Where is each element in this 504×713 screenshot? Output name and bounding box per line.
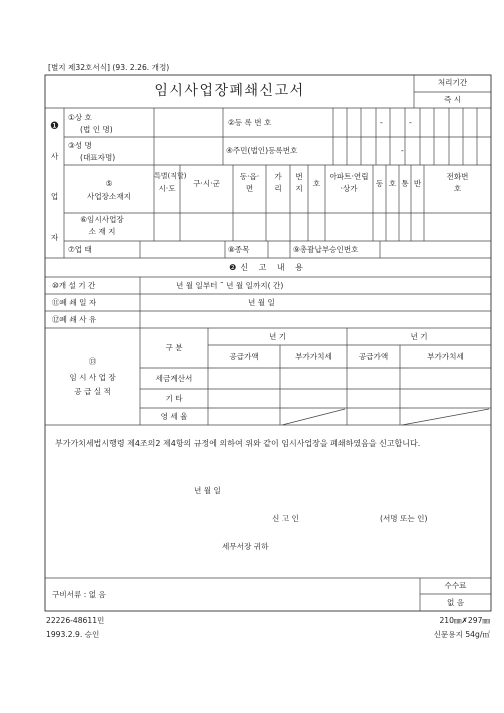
paper-spec: 신문용지 54g/㎡ [433, 630, 490, 639]
attachments-label: 구비서류 : 없 음 [52, 590, 106, 599]
signature-label: (서명 또는 인) [380, 514, 428, 523]
approval-date: 1993.2.9. 승인 [46, 630, 100, 639]
addr-lot-header-2: 지 [295, 184, 303, 193]
resident-number-dash: - [401, 146, 404, 155]
addr-province-header-2: 시·도 [158, 184, 176, 193]
declaration-statement: 부가가치세법시행령 제4조의2 제4항의 규정에 의하여 위와 같이 임시사업장을 폐쇄하였음을 신고합니다. [55, 439, 421, 448]
addr-ho-header: 호 [312, 179, 321, 188]
business-type-field[interactable] [141, 242, 224, 257]
closing-reason-field[interactable] [141, 312, 490, 327]
supply-record-label: 임 시 사 업 장 [69, 373, 116, 382]
paper-size: 210㎜✗297㎜ [439, 616, 490, 625]
addressee: 세무서장 귀하 [222, 542, 269, 551]
reporter-label: 신 고 인 [272, 514, 299, 523]
addr-town-header-2: 면 [245, 184, 254, 193]
form-title: 임시사업장폐쇄신고서 [154, 83, 305, 99]
addr-province-header: 특별(직할) [154, 172, 187, 180]
addr-ban-header: 반 [413, 179, 422, 188]
registration-number-dash: - [409, 118, 412, 127]
declaration-date: 년 월 일 [194, 486, 221, 495]
form-code: 22226-48611민 [46, 616, 105, 625]
trade-name-field[interactable] [155, 109, 222, 136]
period2-header: 년 기 [410, 332, 428, 341]
processing-period-label: 처리기간 [437, 78, 468, 87]
business-location-num: ⑤ [105, 179, 113, 188]
applicant-section-char: 업 [50, 192, 59, 201]
business-location-label: 사업장소재지 [86, 192, 131, 201]
business-category-label: ⑧종목 [228, 245, 250, 254]
addr-apartment-header: 아파트·연립 [329, 172, 369, 181]
applicant-section-char: 사 [50, 152, 59, 161]
addr-street-header-2: 리 [274, 184, 282, 193]
supply-price-header: 공급가액 [229, 352, 259, 361]
addr-street-header: 가 [274, 172, 282, 181]
applicant-section-marker: ❶ [50, 121, 59, 132]
name-sub: (대표자명) [80, 153, 116, 162]
addr-lot-header: 번 [295, 172, 303, 181]
approval-number-label: ⑨총괄납부승인번호 [293, 245, 359, 254]
temp-site-label: ⑥임시사업장 [80, 215, 124, 224]
temp-site-label-2: 소 재 지 [88, 227, 116, 236]
name-field[interactable] [155, 138, 222, 164]
closing-reason-label: ⑫폐 쇄 사 유 [52, 315, 97, 324]
closing-date-label: ⑪폐 쇄 일 자 [52, 298, 97, 307]
division-header: 구 분 [165, 343, 183, 352]
closing-date-value: 년 월 일 [248, 298, 275, 307]
form-header-label: [별지 제32호서식] (93. 2.26. 개정) [48, 63, 170, 72]
addr-dong-header: 동 [375, 179, 384, 188]
resident-number-label: ④주민(법인)등록번호 [226, 146, 298, 155]
addr-ho2-header: 호 [388, 179, 397, 188]
registration-number-label: ②등 록 번 호 [228, 118, 272, 127]
opening-period-value: 년 월 일부터 ˜ 년 월 일까지( 간) [176, 281, 284, 290]
supply-price-header: 공급가액 [358, 352, 389, 361]
addr-apartment-header-2: ·상가 [340, 184, 358, 193]
business-category-field[interactable] [269, 242, 289, 257]
period1-header: 년 기 [268, 332, 287, 341]
business-type-label: ⑦업 태 [68, 245, 92, 254]
registration-number-dash: - [380, 118, 383, 127]
processing-period-value: 즉 시 [443, 95, 462, 104]
tax-invoice-row-label: 세금계산서 [155, 374, 193, 383]
zero-rate-row-label: 영 세 율 [160, 412, 188, 421]
applicant-section-char: 자 [50, 233, 59, 242]
addr-phone-header-2: 호 [453, 184, 462, 193]
registration-number-field[interactable] [334, 109, 490, 136]
trade-name-sub: (법 인 명) [80, 125, 113, 134]
addr-phone-header: 전화번 [446, 172, 469, 181]
fee-label: 수수료 [444, 581, 467, 590]
vat-header: 부가가치세 [427, 352, 464, 361]
addr-town-header: 동·읍· [239, 172, 260, 181]
name-label: ③성 명 [68, 141, 92, 150]
addr-tong-header: 통 [401, 179, 409, 188]
trade-name-label: ①상 호 [68, 113, 92, 122]
vat-header: 부가가치세 [295, 352, 332, 361]
supply-record-label-2: 공 급 실 적 [74, 387, 111, 396]
other-row-label: 기 타 [165, 394, 183, 403]
resident-number-field[interactable] [334, 138, 490, 164]
temp-site-address-field[interactable] [155, 214, 490, 240]
supply-record-num: ⑬ [88, 357, 97, 366]
opening-period-label: ⑩개 설 기 간 [52, 281, 96, 290]
fee-value: 없 음 [446, 598, 465, 607]
report-section-label: ❷신 고 내 용 [229, 263, 307, 272]
approval-number-field[interactable] [381, 242, 490, 257]
addr-district-header: 구·시·군 [193, 179, 220, 188]
